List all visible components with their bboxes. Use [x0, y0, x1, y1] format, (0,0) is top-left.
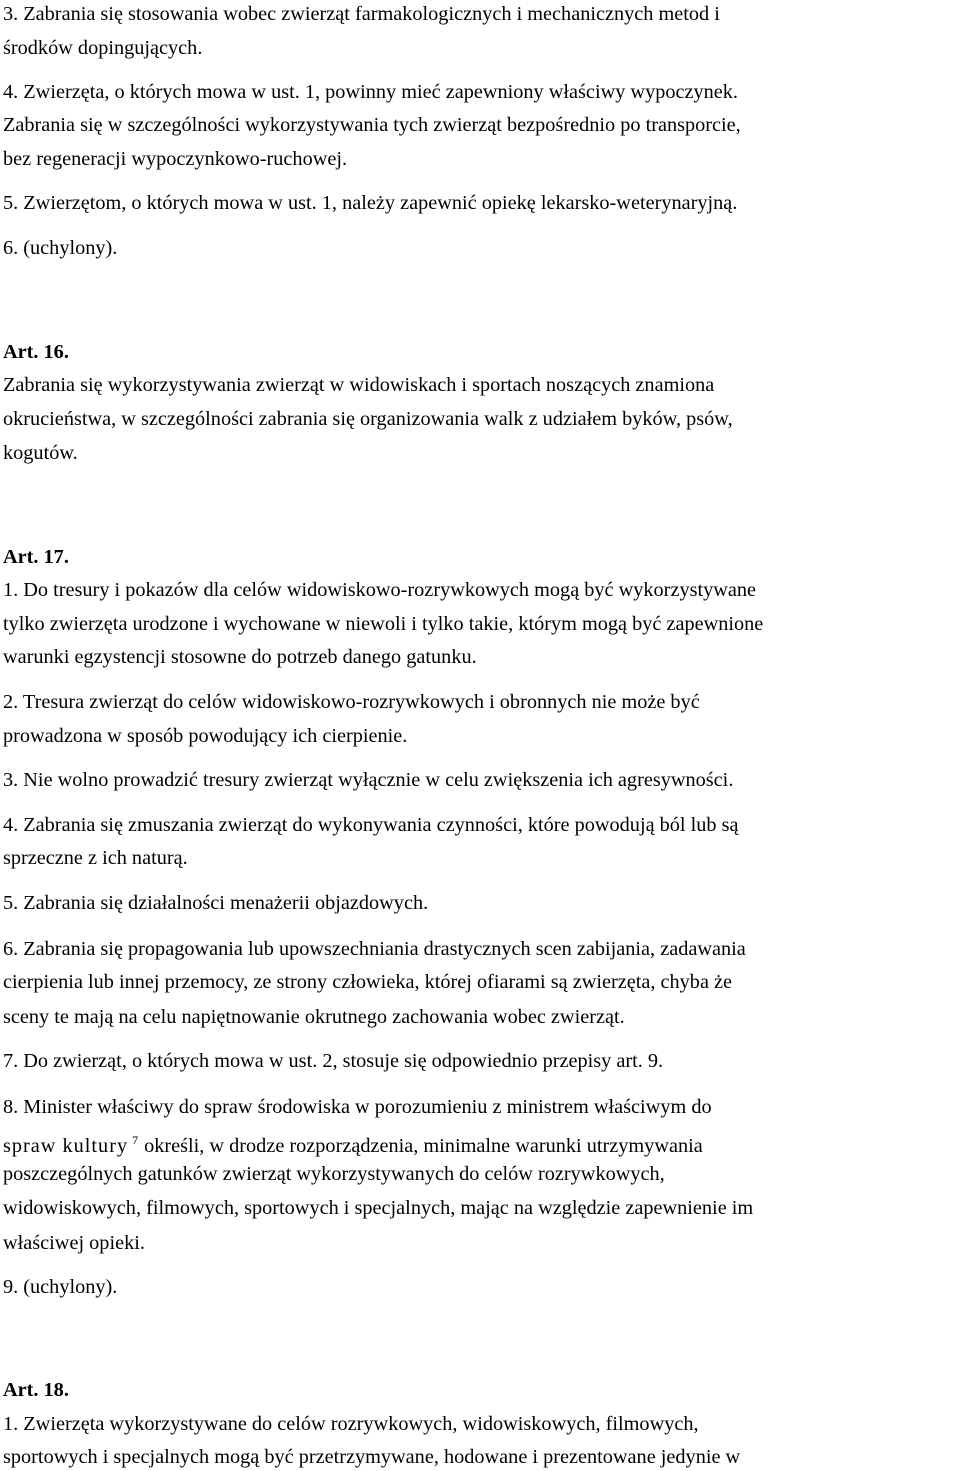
article-heading: Art. 16. — [3, 341, 69, 363]
text-line — [3, 1128, 703, 1158]
text-line: poszczególnych gatunków zwierząt wykorzystywanych do celów rozrywkowych, — [3, 1163, 665, 1185]
text-line: sprzeczne z ich naturą. — [3, 847, 188, 869]
text-line: Zabrania się w szczególności wykorzystywania tych zwierząt bezpośrednio po transporcie, — [3, 114, 741, 136]
text-line: cierpienia lub innej przemocy, ze strony człowieka, której ofiarami są zwierzęta, chyba że — [3, 971, 733, 993]
text-line: 6. (uchylony). — [3, 237, 118, 259]
text-line: 1. Do tresury i pokazów dla celów widowiskowo-rozrywkowych mogą być wykorzystywane — [3, 579, 757, 601]
text-line: 9. (uchylony). — [3, 1276, 118, 1298]
text-line: warunki egzystencji stosowne do potrzeb danego gatunku. — [3, 646, 477, 668]
text-line: prowadzona w sposób powodujący ich cierpienie. — [3, 725, 408, 747]
text-line: 2. Tresura zwierząt do celów widowiskowo-rozrywkowych i obronnych nie może być — [3, 691, 700, 713]
article-heading: Art. 17. — [3, 546, 69, 568]
text-segment: spraw kultury — [3, 1135, 129, 1157]
text-line: sportowych i specjalnych mogą być przetrzymywane, hodowane i prezentowane jedynie w — [3, 1446, 741, 1468]
text-line: 1. Zwierzęta wykorzystywane do celów rozrywkowych, widowiskowych, filmowych, — [3, 1413, 699, 1435]
article-heading: Art. 18. — [3, 1379, 69, 1401]
text-segment: określi, w drodze rozporządzenia, minimalne warunki utrzymywania — [144, 1135, 703, 1157]
footnote-reference[interactable]: 7 — [132, 1133, 139, 1147]
text-line: sceny te mają na celu napiętnowanie okrutnego zachowania wobec zwierząt. — [3, 1006, 625, 1028]
text-line: 5. Zwierzętom, o których mowa w ust. 1, należy zapewnić opiekę lekarsko-weterynaryjną. — [3, 192, 738, 214]
text-line: widowiskowych, filmowych, sportowych i specjalnych, mając na względzie zapewnienie im — [3, 1197, 754, 1219]
text-line: kogutów. — [3, 442, 78, 464]
text-line: 7. Do zwierząt, o których mowa w ust. 2, stosuje się odpowiednio przepisy art. 9. — [3, 1050, 664, 1072]
text-line: tylko zwierzęta urodzone i wychowane w niewoli i tylko takie, którym mogą być zapewnione — [3, 613, 764, 635]
text-line: 8. Minister właściwy do spraw środowiska w porozumieniu z ministrem właściwym do — [3, 1096, 712, 1118]
text-line: okrucieństwa, w szczególności zabrania się organizowania walk z udziałem byków, psów, — [3, 408, 733, 430]
text-line: 5. Zabrania się działalności menażerii objazdowych. — [3, 892, 429, 914]
text-line: 4. Zabrania się zmuszania zwierząt do wykonywania czynności, które powodują ból lub są — [3, 814, 739, 836]
text-line: właściwej opieki. — [3, 1232, 145, 1254]
text-line: 3. Zabrania się stosowania wobec zwierząt farmakologicznych i mechanicznych metod i — [3, 3, 720, 25]
text-line: 3. Nie wolno prowadzić tresury zwierząt wyłącznie w celu zwiększenia ich agresywności. — [3, 769, 734, 791]
text-line: 6. Zabrania się propagowania lub upowszechniania drastycznych scen zabijania, zadawania — [3, 938, 746, 960]
text-line: 4. Zwierzęta, o których mowa w ust. 1, powinny mieć zapewniony właściwy wypoczynek. — [3, 81, 738, 103]
text-line: środków dopingujących. — [3, 37, 203, 59]
text-line: bez regeneracji wypoczynkowo-ruchowej. — [3, 148, 348, 170]
text-line: Zabrania się wykorzystywania zwierząt w widowiskach i sportach noszących znamiona — [3, 374, 715, 396]
